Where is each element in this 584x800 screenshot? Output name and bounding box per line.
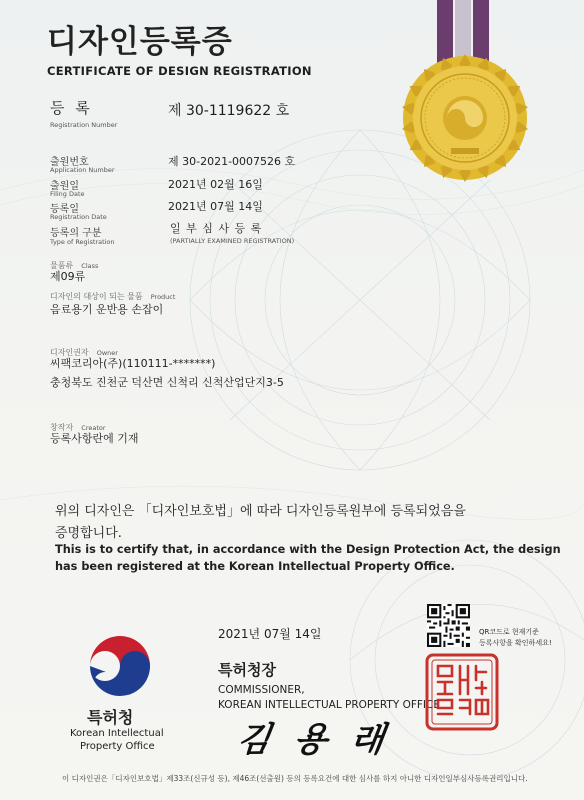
statement-ko-line1: 위의 디자인은 「디자인보호법」에 따라 디자인등록원부에 등록되었음을 (55, 504, 466, 519)
creator-label-en: Creator (81, 424, 106, 432)
class-label-en: Class (81, 262, 99, 270)
certificate-title-en: CERTIFICATE OF DESIGN REGISTRATION (47, 64, 312, 78)
statement-en-line2: has been registered at the Korean Intellectual Property Office. (55, 560, 455, 573)
application-label-en: Application Number (50, 166, 115, 174)
creator-label-ko: 창작자 (50, 423, 74, 432)
reg-type-label-en: Type of Registration (50, 238, 115, 246)
certificate-title-ko: 디자인등록증 (47, 24, 233, 60)
owner-label-ko: 디자인권자 (50, 348, 89, 357)
reg-type-value-ko: 일 부 심 사 등 록 (170, 222, 263, 235)
product-label-en: Product (150, 293, 176, 301)
commissioner-title-en2: KOREAN INTELLECTUAL PROPERTY OFFICE (218, 699, 440, 711)
owner-address: 충청북도 진천군 덕산면 신척리 신척산업단지3-5 (50, 376, 284, 389)
class-label-ko: 물품류 (50, 261, 74, 270)
product-label-ko: 디자인의 대상이 되는 물품 (50, 292, 143, 301)
application-label-ko: 출원번호 (50, 157, 89, 168)
kipo-logo-icon (80, 622, 160, 702)
registration-date: 2021년 07월 14일 (168, 200, 263, 213)
statement-en-line1: This is to certify that, in accordance with the Design Protection Act, the design (55, 543, 561, 556)
gold-seal (395, 0, 535, 190)
statement-ko-line2: 증명합니다. (55, 526, 122, 541)
registration-label-ko: 등 록 (50, 99, 93, 117)
class-value: 제09류 (50, 270, 86, 283)
reg-type-value-en: (PARTIALLY EXAMINED REGISTRATION) (170, 237, 295, 245)
qr-caption-line1: QR코드로 현재기준 (479, 628, 539, 636)
reg-type-label-ko: 등록의 구분 (50, 228, 102, 239)
qr-code-icon[interactable] (427, 604, 470, 647)
registration-label-en: Registration Number (50, 121, 118, 129)
reg-date-label-en: Registration Date (50, 213, 107, 221)
owner-label-en: Owner (96, 349, 118, 357)
registration-number: 제 30-1119622 호 (168, 103, 290, 119)
creator-value: 등록사항란에 기재 (50, 432, 139, 445)
office-name-en1: Korean Intellectual (70, 728, 164, 739)
filing-date: 2021년 02월 16일 (168, 178, 263, 191)
qr-caption-line2: 등록사항을 확인하세요! (479, 639, 552, 647)
footer-note: 이 디자인권은「디자인보호법」제33조(신규성 등), 제46조(선출원) 등의 등록요건에 대한 심사를 하지 아니한 디자인일부심사등록권리입니다. (62, 774, 528, 783)
office-name-en2: Property Office (80, 741, 155, 752)
filing-label-ko: 출원일 (50, 181, 79, 192)
office-name-ko: 특허청 (87, 708, 134, 727)
commissioner-title-ko: 특허청장 (218, 661, 276, 679)
issue-date: 2021년 07월 14일 (218, 627, 322, 641)
product-value: 음료용기 운반용 손잡이 (50, 303, 164, 316)
filing-label-en: Filing Date (50, 190, 85, 198)
commissioner-title-en1: COMMISSIONER, (218, 684, 305, 696)
reg-date-label-ko: 등록일 (50, 204, 79, 215)
official-red-seal (424, 652, 500, 732)
application-number: 제 30-2021-0007526 호 (168, 155, 296, 168)
owner-name: 씨팩코리아(주)(110111-*******) (50, 357, 216, 370)
commissioner-signature: 김 용 래 (234, 720, 393, 760)
